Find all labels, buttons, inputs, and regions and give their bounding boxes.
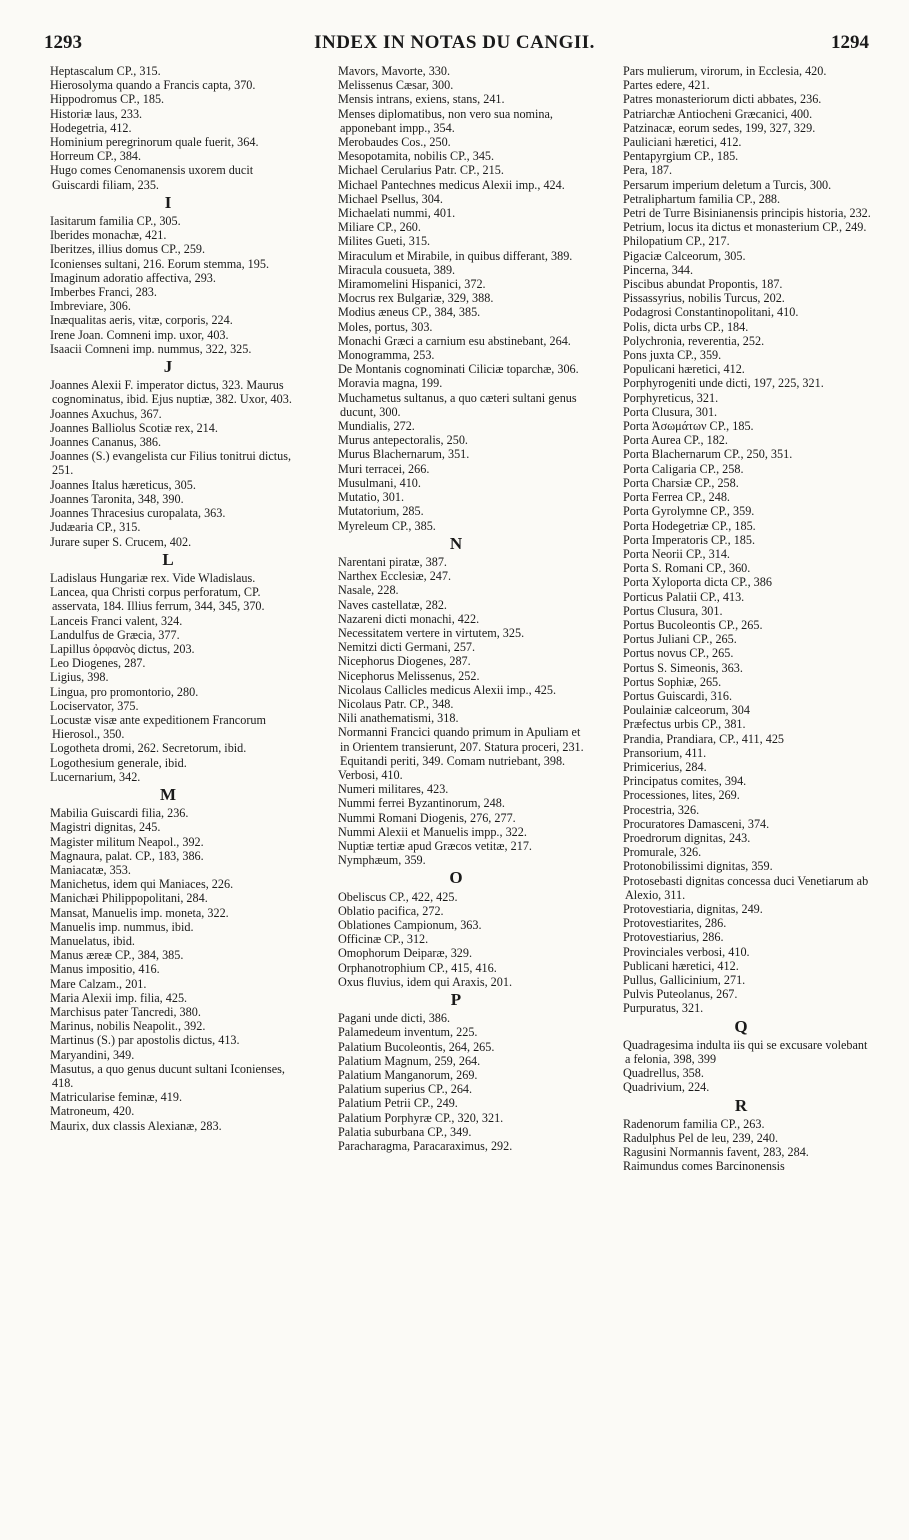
index-entry: Manichetus, idem qui Maniaces, 226. (50, 877, 234, 892)
index-entry: Joannes Italus hæreticus, 305. (50, 477, 196, 492)
index-entry: Palatia suburbana CP., 349. (338, 1124, 472, 1139)
index-column-middle (322, 64, 590, 1153)
index-entry: Iberides monachæ, 421. (50, 228, 167, 243)
index-entry: Pincerna, 344. (623, 262, 694, 277)
index-entry: Maurix, dux classis Alexianæ, 283. (50, 1118, 222, 1133)
index-entry: Mare Calzam., 201. (50, 976, 147, 991)
index-entry: Mavors, Mavorte, 330. (338, 64, 451, 78)
index-entry: Purpuratus, 321. (623, 1001, 704, 1016)
index-entry: Lapillus ὀρφανὸς dictus, 203. (50, 641, 195, 656)
index-entry: Narentani piratæ, 387. (338, 554, 447, 569)
index-entry: Palamedeum inventum, 225. (338, 1025, 478, 1040)
index-entry: Porta Gyrolymne CP., 359. (623, 504, 755, 519)
index-entry: Muchametus sultanus, a quo cæteri sultani genus ducunt, 300. (338, 390, 577, 419)
index-entry: Michael Cerularius Patr. CP., 215. (338, 163, 504, 178)
index-entry: Hierosolyma quando a Francis capta, 370. (50, 78, 256, 93)
index-entry: Nymphæum, 359. (338, 853, 426, 868)
index-entry: Merobaudes Cos., 250. (338, 135, 451, 150)
index-entry: Oblatio pacifica, 272. (338, 903, 444, 918)
index-entry: Mocrus rex Bulgariæ, 329, 388. (338, 291, 494, 306)
index-entry: Nicolaus Callicles medicus Alexii imp., 425. (338, 682, 556, 697)
index-entry: Porta Ἀσωμάτων CP., 185. (623, 419, 754, 434)
index-entry: Procestria, 326. (623, 802, 700, 817)
index-entry: Isaacii Comneni imp. nummus, 322, 325. (50, 341, 252, 356)
index-entry: Nicolaus Patr. CP., 348. (338, 696, 454, 711)
index-entry: Protovestiarites, 286. (623, 916, 727, 931)
index-entry: Polis, dicta urbs CP., 184. (623, 319, 749, 334)
index-entry: Manuelis imp. nummus, ibid. (50, 919, 194, 934)
index-entry: Officinæ CP., 312. (338, 932, 429, 947)
index-entry: Palatium Manganorum, 269. (338, 1068, 478, 1083)
index-entry: Iasitarum familia CP., 305. (50, 214, 181, 229)
index-entry: Nemitzi dicti Germani, 257. (338, 640, 476, 655)
index-entry: Protosebasti dignitas concessa duci Venetiarum ab Alexio, 311. (623, 873, 869, 902)
index-entry: Protonobilissimi dignitas, 359. (623, 859, 773, 874)
index-entry: Orphanotrophium CP., 415, 416. (338, 960, 497, 975)
index-entry: Porphyreticus, 321. (623, 390, 719, 405)
index-entry: Necessitatem vertere in virtutem, 325. (338, 625, 525, 640)
index-entry: Porta Xyloporta dicta CP., 386 (623, 575, 772, 590)
index-entry: Porta Aurea CP., 182. (623, 433, 728, 448)
index-entry: Mabilia Guiscardi filia, 236. (50, 806, 189, 821)
index-entry: Musulmani, 410. (338, 475, 421, 490)
index-entry: Joannes Thracesius curopalata, 363. (50, 506, 226, 521)
index-entry: Moles, portus, 303. (338, 319, 433, 334)
index-entry: Miraculum et Mirabile, in quibus differant, 389. (338, 248, 573, 263)
index-entry: Joannes Taronita, 348, 390. (50, 491, 184, 506)
index-entry: Paracharagma, Paracaraximus, 292. (338, 1139, 513, 1154)
index-entry: Processiones, lites, 269. (623, 788, 740, 803)
index-entry: Hippodromus CP., 185. (50, 92, 165, 107)
index-entry: Matroneum, 420. (50, 1104, 135, 1119)
index-entry: Procuratores Damasceni, 374. (623, 816, 770, 831)
index-entry: Heptascalum CP., 315. (50, 64, 161, 78)
index-entry: Mensis intrans, exiens, stans, 241. (338, 92, 505, 107)
section-letter: M (159, 784, 177, 804)
index-entry: Judæaria CP., 315. (50, 520, 141, 535)
index-entry: Horreum CP., 384. (50, 149, 142, 164)
index-entry: Porta Charsiæ CP., 258. (623, 475, 739, 490)
running-title: INDEX IN NOTAS DU CANGII. (314, 32, 595, 53)
index-entry: Radulphus Pel de leu, 239, 240. (623, 1131, 779, 1146)
index-entry: Nummi Alexii et Manuelis impp., 322. (338, 824, 527, 839)
index-entry: Portus Bucoleontis CP., 265. (623, 617, 763, 632)
index-entry: Philopatium CP., 217. (623, 234, 730, 249)
index-entry: Joannes Cananus, 386. (50, 435, 162, 450)
index-entry: Inæqualitas aeris, vitæ, corporis, 224. (50, 313, 233, 328)
index-entry: Marchisus pater Tancredi, 380. (50, 1005, 201, 1019)
index-entry: Primicerius, 284. (623, 759, 707, 774)
index-entry: Manuelatus, ibid. (50, 933, 135, 948)
index-entry: Publicani hæretici, 412. (623, 958, 739, 973)
index-entry: Marinus, nobilis Neapolit., 392. (50, 1019, 206, 1034)
index-entry: Logothesium generale, ibid. (50, 755, 187, 770)
index-entry: Quadrellus, 358. (623, 1066, 704, 1081)
index-entry: Magnaura, palat. CP., 183, 386. (50, 848, 204, 863)
index-entry: Lanceis Franci valent, 324. (50, 613, 183, 628)
index-entry: Maryandini, 349. (50, 1047, 135, 1062)
index-entry: Pulvis Puteolanus, 267. (623, 987, 738, 1002)
index-entry: Petraliphartum familia CP., 288. (623, 191, 781, 206)
index-entry: Hodegetria, 412. (50, 120, 132, 135)
index-entry: Persarum imperium deletum a Turcis, 300. (623, 177, 832, 192)
index-entry: Porta Neorii CP., 314. (623, 546, 730, 561)
index-entry: Palatium Petrii CP., 249. (338, 1096, 458, 1111)
index-entry: Maniacatæ, 353. (50, 862, 131, 877)
index-entry: Patres monasteriorum dicti abbates, 236. (623, 92, 822, 107)
index-entry: Portus Juliani CP., 265. (623, 632, 737, 647)
index-entry: Mansat, Manuelis imp. moneta, 322. (50, 905, 229, 920)
index-entry: Porta S. Romani CP., 360. (623, 561, 751, 576)
index-entry: Muri terracei, 266. (338, 461, 430, 476)
index-entry: Mutatorium, 285. (338, 504, 424, 519)
index-entry: Porta Hodegetriæ CP., 185. (623, 518, 756, 533)
index-entry: Modius æneus CP., 384, 385. (338, 305, 481, 320)
index-entry: Palatium Bucoleontis, 264, 265. (338, 1039, 495, 1054)
index-entry: Lingua, pro promontorio, 280. (50, 684, 199, 699)
index-entry: Ragusini Normannis favent, 283, 284. (623, 1145, 809, 1160)
index-entry: Lucernarium, 342. (50, 769, 141, 784)
index-entry: Quadrivium, 224. (623, 1080, 710, 1095)
index-entry: Hugo comes Cenomanensis uxorem ducit Guiscardi filiam, 235. (50, 163, 254, 192)
index-entry: Pissassyrius, nobilis Turcus, 202. (623, 291, 785, 306)
index-entry: Pera, 187. (623, 163, 673, 178)
page-number-left: 1293 (44, 32, 82, 53)
index-entry: Imaginum adoratio affectiva, 293. (50, 270, 216, 285)
index-entry: Piscibus abundat Propontis, 187. (623, 277, 783, 292)
index-entry: Murus antepectoralis, 250. (338, 433, 468, 448)
index-entry: Pars mulierum, virorum, in Ecclesia, 420. (623, 64, 827, 78)
index-entry: Mundialis, 272. (338, 419, 415, 434)
index-entry: Palatium Magnum, 259, 264. (338, 1053, 481, 1068)
index-entry: Portus S. Simeonis, 363. (623, 660, 743, 675)
index-entry: Patzinacæ, eorum sedes, 199, 327, 329. (623, 120, 816, 135)
index-entry: Populicani hæretici, 412. (623, 362, 745, 377)
page-number-right: 1294 (831, 32, 869, 53)
index-entry: Milites Gueti, 315. (338, 234, 431, 249)
index-entry: Maria Alexii imp. filia, 425. (50, 990, 188, 1005)
index-entry: Nicephorus Diogenes, 287. (338, 654, 471, 669)
index-entry: Numeri militares, 423. (338, 782, 449, 797)
index-entry: Mutatio, 301. (338, 490, 405, 505)
index-entry: Pullus, Gallicinium, 271. (623, 973, 746, 987)
index-entry: Protovestiaria, dignitas, 249. (623, 901, 763, 916)
index-entry: Imbreviare, 306. (50, 299, 131, 314)
index-entry: Irene Joan. Comneni imp. uxor, 403. (50, 327, 229, 342)
index-entry: Magistri dignitas, 245. (50, 820, 161, 835)
index-entry: Nummi Romani Diogenis, 276, 277. (338, 810, 516, 825)
section-letter: I (164, 192, 172, 212)
index-entry: Myreleum CP., 385. (338, 518, 436, 533)
index-entry: Monogramma, 253. (338, 348, 435, 363)
index-entry: Porta Clusura, 301. (623, 404, 718, 419)
index-entry: Ladislaus Hungariæ rex. Vide Wladislaus. (50, 570, 256, 585)
index-entry: Miliare CP., 260. (338, 220, 421, 235)
index-entry: Manichæi Philippopolitani, 284. (50, 891, 208, 906)
index-entry: Radenorum familia CP., 263. (623, 1116, 765, 1131)
index-entry: Joannes Alexii F. imperator dictus, 323. Maurus cognominatus, ibid. Ejus nuptiæ, 382. Uxor, 403. (50, 378, 292, 407)
index-entry: Portus Sophiæ, 265. (623, 674, 722, 689)
index-entry: Magister militum Neapol., 392. (50, 834, 204, 849)
index-entry: Miramomelini Hispanici, 372. (338, 277, 486, 292)
index-entry: Mesopotamita, nobilis CP., 345. (338, 149, 495, 164)
index-entry: Manus impositio, 416. (50, 962, 160, 977)
index-entry: Menses diplomatibus, non vero sua nomina, apponebant impp., 354. (338, 106, 553, 135)
index-entry: Omophorum Deiparæ, 329. (338, 946, 473, 961)
index-entry: Joannes Balliolus Scotiæ rex, 214. (50, 420, 218, 435)
index-entry: Palatium superius CP., 264. (338, 1082, 473, 1097)
index-entry: Pentapyrgium CP., 185. (623, 149, 739, 164)
index-entry: Præfectus urbis CP., 381. (623, 717, 746, 732)
index-entry: Quadragesima indulta iis qui se excusare volebant a felonia, 398, 399 (623, 1037, 868, 1067)
index-entry: Moravia magna, 199. (338, 376, 443, 391)
index-entry: Provinciales verbosi, 410. (623, 944, 750, 959)
index-column-left (34, 64, 302, 1133)
index-entry: Poulainiæ calceorum, 304 (623, 703, 750, 718)
index-entry: Locustæ visæ ante expeditionem Francorum Hierosol., 350. (50, 712, 266, 742)
index-entry: Murus Blachernarum, 351. (338, 447, 470, 462)
index-entry: Landulfus de Græcia, 377. (50, 627, 180, 642)
index-entry: Promurale, 326. (623, 845, 702, 860)
index-entry: Michaelati nummi, 401. (338, 206, 456, 221)
index-entry: Petrium, locus ita dictus et monasterium CP., 249. (623, 220, 867, 235)
index-entry: Porticus Palatii CP., 413. (623, 589, 745, 604)
index-entry: Pransorium, 411. (623, 745, 707, 760)
index-entry: Iconienses sultani, 216. Eorum stemma, 195. (50, 256, 270, 271)
index-entry: Porphyrogeniti unde dicti, 197, 225, 321. (623, 376, 824, 391)
index-entry: Nummi ferrei Byzantinorum, 248. (338, 796, 505, 811)
index-entry: Monachi Græci a carnium esu abstinebant, 264. (338, 333, 571, 348)
index-entry: Pons juxta CP., 359. (623, 348, 722, 363)
index-entry: Iberitzes, illius domus CP., 259. (50, 242, 206, 257)
index-entry: Martinus (S.) par apostolis dictus, 413. (50, 1033, 240, 1048)
index-entry: Leo Diogenes, 287. (50, 656, 146, 671)
index-entry: Logotheta dromi, 262. Secretorum, ibid. (50, 741, 247, 756)
section-letter: J (163, 357, 173, 377)
index-entry: Oblationes Campionum, 363. (338, 917, 482, 932)
index-entry: Melissenus Cæsar, 300. (338, 78, 454, 93)
index-entry: Oxus fluvius, idem qui Araxis, 201. (338, 974, 513, 989)
index-entry: Verbosi, 410. (338, 767, 403, 782)
index-entry: Naves castellatæ, 282. (338, 597, 447, 612)
index-entry: Proedrorum dignitas, 243. (623, 830, 751, 845)
index-entry: Porta Caligaria CP., 258. (623, 461, 744, 476)
index-entry: Michael Psellus, 304. (338, 191, 443, 206)
section-letter: R (734, 1095, 748, 1115)
index-entry: Porta Ferrea CP., 248. (623, 490, 730, 505)
index-entry: Nicephorus Melissenus, 252. (338, 668, 480, 683)
section-letter: L (162, 549, 174, 569)
index-entry: Portus Guiscardi, 316. (623, 688, 733, 703)
section-letter: P (450, 990, 462, 1009)
index-entry: Hominium peregrinorum quale fuerit, 364. (50, 135, 259, 150)
index-entry: Porta Blachernarum CP., 250, 351. (623, 447, 793, 462)
index-entry: Pauliciani hæretici, 412. (623, 135, 742, 150)
index-entry: Normanni Francici quando primum in Apuliam et in Orientem transierunt, 207. Statura proceri, 231. Equitandi periti, 349. Comam nutriebant, 398. (338, 725, 584, 768)
index-entry: Pigaciæ Calceorum, 305. (623, 248, 746, 263)
index-entry: Protovestiarius, 286. (623, 930, 724, 945)
index-entry: Principatus comites, 394. (623, 774, 747, 789)
index-column-right (607, 64, 875, 1174)
index-entry: Partes edere, 421. (623, 78, 710, 93)
index-entry: Portus novus CP., 265. (623, 646, 734, 661)
index-entry: Patriarchæ Antiocheni Græcanici, 400. (623, 106, 813, 121)
index-entry: Matricularise feminæ, 419. (50, 1090, 182, 1105)
index-entry: Petri de Turre Bisinianensis principis historia, 232. (623, 206, 871, 221)
index-entry: Imberbes Franci, 283. (50, 285, 157, 300)
section-letter: Q (734, 1016, 748, 1036)
index-entry: Miracula cousueta, 389. (338, 262, 456, 277)
index-entry: Lociservator, 375. (50, 698, 139, 713)
index-entry: Pagani unde dicti, 386. (338, 1011, 451, 1026)
index-entry: Jurare super S. Crucem, 402. (50, 534, 192, 549)
section-letter: N (449, 533, 463, 553)
index-entry: Prandia, Prandiara, CP., 411, 425 (623, 731, 785, 746)
index-entry: Nili anathematismi, 318. (338, 711, 459, 726)
index-entry: Palatium Porphyræ CP., 320, 321. (338, 1110, 504, 1125)
index-entry: Polychronia, reverentia, 252. (623, 333, 765, 348)
index-entry: Portus Clusura, 301. (623, 603, 723, 618)
index-entry: Michael Pantechnes medicus Alexii imp., 424. (338, 177, 565, 192)
index-entry: Lancea, qua Christi corpus perforatum, CP. asservata, 184. Illius ferrum, 344, 345, 370. (50, 585, 265, 614)
index-entry: Nuptiæ tertiæ apud Græcos vetitæ, 217. (338, 838, 532, 853)
index-entry: Raimundus comes Barcinonensis (623, 1159, 785, 1174)
index-entry: Obeliscus CP., 422, 425. (338, 889, 458, 904)
section-letter: O (449, 868, 463, 888)
index-entry: Manus æreæ CP., 384, 385. (50, 948, 184, 963)
index-entry: Porta Imperatoris CP., 185. (623, 532, 756, 547)
index-entry: Narthex Ecclesiæ, 247. (338, 569, 452, 584)
index-entry: Masutus, a quo genus ducunt sultani Iconienses, 418. (50, 1061, 285, 1091)
index-entry: Historiæ laus, 233. (50, 106, 143, 121)
index-entry: Nasale, 228. (338, 583, 399, 598)
index-entry: De Montanis cognominati Ciliciæ toparchæ, 306. (338, 362, 579, 377)
index-entry: Joannes Axuchus, 367. (50, 406, 162, 421)
index-entry: Ligius, 398. (50, 670, 109, 685)
index-entry: Podagrosi Constantinopolitani, 410. (623, 305, 799, 320)
index-entry: Joannes (S.) evangelista cur Filius tonitrui dictus, 251. (50, 449, 292, 478)
index-entry: Nazareni dicti monachi, 422. (338, 611, 480, 626)
